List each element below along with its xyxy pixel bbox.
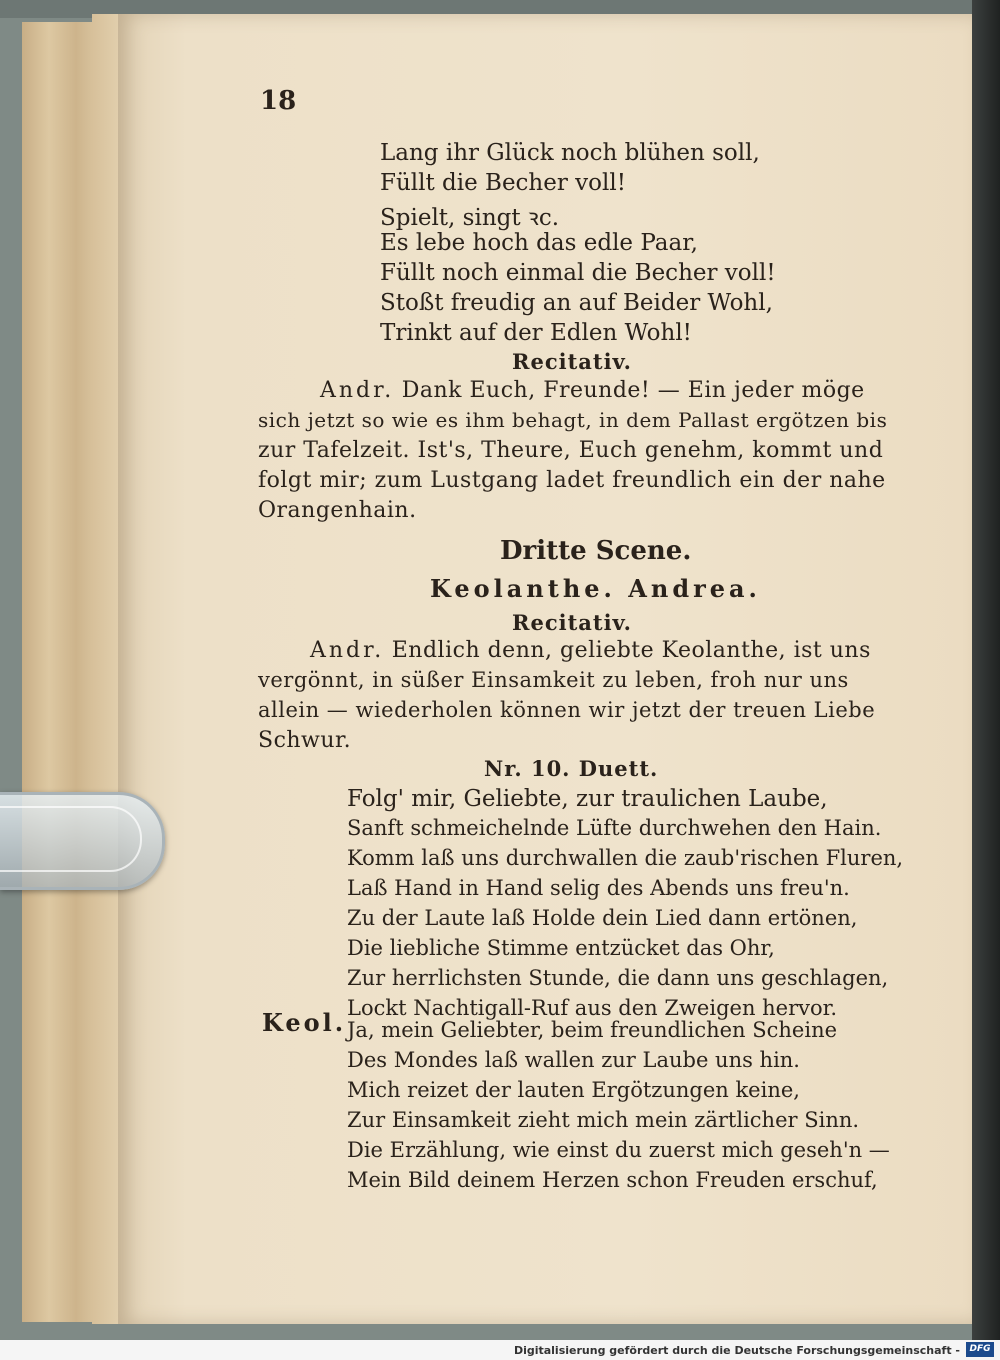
prose-line: folgt mir; zum Lustgang ladet freundlich ein der nahe bbox=[258, 468, 886, 493]
number-heading: Nr. 10. Duett. bbox=[484, 756, 659, 781]
verse-line: Des Mondes laß wallen zur Laube uns hin. bbox=[347, 1048, 800, 1072]
prose-line: sich jetzt so wie es ihm behagt, in dem Pallast ergötzen bis bbox=[258, 408, 888, 432]
scene-characters: Keolanthe. Andrea. bbox=[430, 574, 761, 603]
verse-line: Komm laß uns durchwallen die zaub'rischen Fluren, bbox=[347, 846, 904, 870]
speaker-andr: Andr. bbox=[320, 378, 395, 403]
speaker-andr: Andr. bbox=[310, 638, 385, 663]
verse-line: Laß Hand in Hand selig des Abends uns freu'n. bbox=[347, 876, 850, 900]
prose-text: Endlich denn, geliebte Keolanthe, ist uns bbox=[391, 638, 871, 663]
recitativ-heading: Recitativ. bbox=[512, 349, 632, 374]
prose-line: Schwur. bbox=[258, 728, 352, 753]
recitativ-heading: Recitativ. bbox=[512, 610, 632, 635]
prose-first-line bbox=[320, 378, 865, 403]
footer-text: Digitalisierung gefördert durch die Deutsche Forschungsgemeinschaft - bbox=[513, 1344, 960, 1357]
verse-line: Zu der Laute laß Holde dein Lied dann ertönen, bbox=[347, 906, 858, 930]
verse-line: Die Erzählung, wie einst du zuerst mich geseh'n — bbox=[347, 1138, 890, 1162]
speaker-keol: Keol. bbox=[262, 1008, 347, 1037]
dfg-logo: DFG bbox=[966, 1342, 994, 1357]
verse-line: Zur herrlichsten Stunde, die dann uns geschlagen, bbox=[347, 966, 889, 990]
prose-line: Orangenhain. bbox=[258, 498, 417, 523]
verse-line: Es lebe hoch das edle Paar, bbox=[380, 230, 698, 256]
verse-line: Lang ihr Glück noch blühen soll, bbox=[380, 140, 760, 166]
prose-text: Dank Euch, Freunde! — Ein jeder möge bbox=[401, 378, 865, 403]
verse-line: Spielt, singt ꝛc. bbox=[380, 205, 560, 231]
verse-line: Folg' mir, Geliebte, zur traulichen Laube, bbox=[347, 786, 828, 812]
verse-line: Mein Bild deinem Herzen schon Freuden erschuf, bbox=[347, 1168, 878, 1192]
scene-title: Dritte Scene. bbox=[500, 536, 692, 566]
page-clip-highlight bbox=[0, 806, 142, 872]
scanner-board-right bbox=[972, 0, 1000, 1340]
verse-line: Sanft schmeichelnde Lüfte durchwehen den Hain. bbox=[347, 816, 882, 840]
page-number: 18 bbox=[260, 86, 297, 116]
prose-line: zur Tafelzeit. Ist's, Theure, Euch genehm, kommt und bbox=[258, 438, 884, 463]
prose-line: vergönnt, in süßer Einsamkeit zu leben, froh nur uns bbox=[258, 668, 849, 692]
verse-line: Die liebliche Stimme entzücket das Ohr, bbox=[347, 936, 775, 960]
prose-line: allein — wiederholen können wir jetzt der treuen Liebe bbox=[258, 698, 876, 722]
prose-first-line bbox=[310, 638, 871, 663]
verse-line: Trinkt auf der Edlen Wohl! bbox=[380, 320, 692, 346]
verse-line: Mich reizet der lauten Ergötzungen keine, bbox=[347, 1078, 800, 1102]
verse-line: Füllt noch einmal die Becher voll! bbox=[380, 260, 776, 286]
verse-line: Lockt Nachtigall-Ruf aus den Zweigen hervor. bbox=[347, 996, 838, 1020]
verse-line: Stoßt freudig an auf Beider Wohl, bbox=[380, 290, 773, 316]
verse-line: Zur Einsamkeit zieht mich mein zärtlicher Sinn. bbox=[347, 1108, 860, 1132]
verse-line: Füllt die Becher voll! bbox=[380, 170, 626, 196]
verse-line: Ja, mein Geliebter, beim freundlichen Scheine bbox=[347, 1018, 838, 1042]
